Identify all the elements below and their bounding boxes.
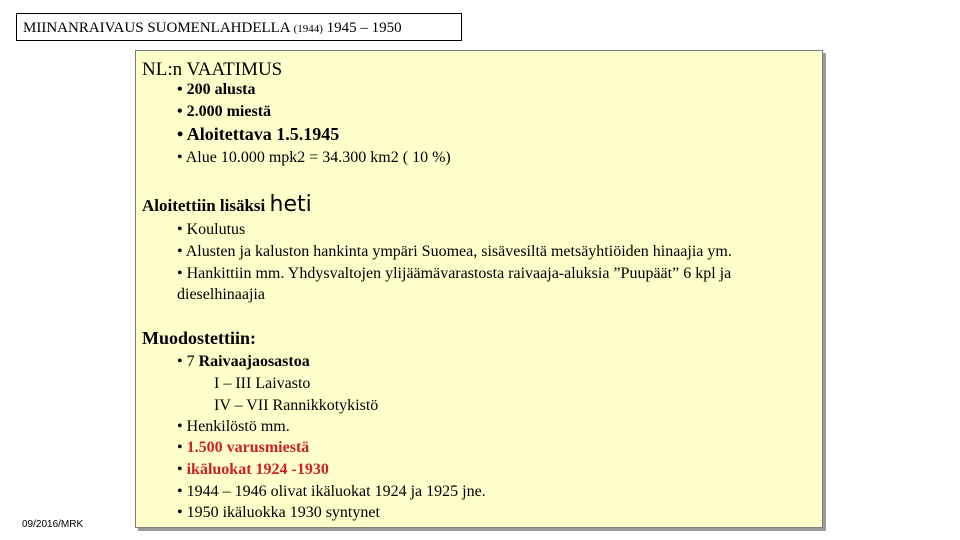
section3-sub-2: IV – VII Rannikkotykistö [214, 397, 379, 414]
section3-heading: Muodostettiin: [142, 328, 256, 348]
section3-item-2: • Henkilöstö mm. [177, 418, 290, 435]
section3-item-1 [177, 351, 310, 373]
section2-heading-emph: heti [269, 192, 312, 217]
section1-item-3: • Aloitettava 1.5.1945 [177, 124, 340, 144]
section2-item-1: • Koulutus [177, 221, 246, 238]
section2-item-3: • Hankittiin mm. Yhdysvaltojen ylijäämävarastosta raivaaja-aluksia ”Puupäät” 6 kpl ja [177, 265, 732, 282]
section3-item-6: • 1950 ikäluokka 1930 syntynet [177, 504, 380, 521]
content-panel [135, 50, 823, 528]
section1-item-4: • Alue 10.000 mpk2 = 34.300 km2 ( 10 %) [177, 149, 451, 166]
section1-item-2: • 2.000 miestä [177, 103, 272, 120]
title-year-small: (1944) [293, 23, 323, 35]
title-years: 1945 – 1950 [326, 20, 402, 36]
section3-item-3-bullet: • [177, 439, 187, 456]
section3-item-4-red: ikäluokat 1924 -1930 [186, 461, 329, 478]
section3-item-5: • 1944 – 1946 olivat ikäluokat 1924 ja 1925 jne. [177, 483, 486, 500]
section3-item-1-bullet: • 7 [177, 353, 199, 370]
title-main: MIINANRAIVAUS SUOMENLAHDELLA [23, 20, 290, 36]
section1-heading: NL:n VAATIMUS [142, 59, 283, 80]
section3-sub-1: I – III Laivasto [214, 375, 311, 392]
section3-item-3 [177, 437, 309, 459]
section2-heading-text: Aloitettiin lisäksi [142, 196, 270, 215]
section2-item-4: dieselhinaajia [177, 286, 265, 303]
section2-heading [142, 192, 312, 217]
section2-item-2: • Alusten ja kaluston hankinta ympäri Suomea, sisävesiltä metsäyhtiöiden hinaajia ym. [177, 243, 732, 260]
slide-title [16, 13, 462, 41]
section1-item-1: • 200 alusta [177, 81, 256, 98]
footer-text: 09/2016/MRK [22, 519, 84, 530]
section3-item-4 [177, 459, 329, 481]
section3-item-4-bullet: • [177, 461, 187, 478]
section3-item-1-bold: Raivaajaosastoa [198, 353, 310, 370]
section3-item-3-red: 1.500 varusmiestä [186, 439, 310, 456]
